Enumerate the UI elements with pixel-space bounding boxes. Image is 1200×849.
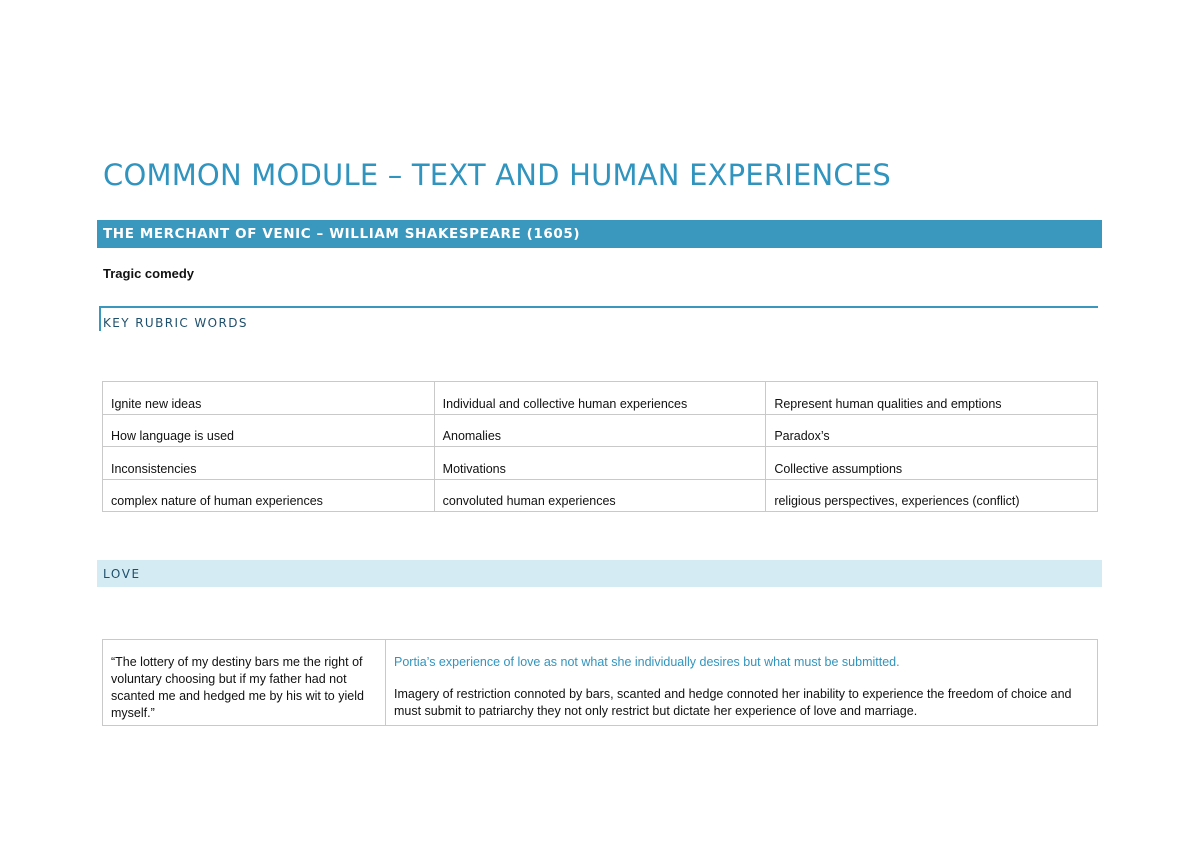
love-heading-label: LOVE — [103, 566, 141, 581]
table-cell: Represent human qualities and emptions — [766, 382, 1098, 415]
rubric-table — [102, 381, 1098, 512]
table-row — [103, 640, 1098, 726]
table-cell: How language is used — [103, 414, 435, 447]
table-row — [103, 414, 1098, 447]
table-cell: Motivations — [434, 447, 766, 480]
table-cell: Anomalies — [434, 414, 766, 447]
table-cell: convoluted human experiences — [434, 479, 766, 512]
love-analysis-lead: Portia’s experience of love as not what she individually desires but what must be submitted. — [394, 655, 900, 669]
table-cell: Collective assumptions — [766, 447, 1098, 480]
document-title: COMMON MODULE – TEXT AND HUMAN EXPERIENCES — [103, 158, 891, 192]
table-cell: Individual and collective human experiences — [434, 382, 766, 415]
table-row — [103, 479, 1098, 512]
table-cell: complex nature of human experiences — [103, 479, 435, 512]
rubric-section-heading — [99, 306, 1098, 331]
love-quote-cell: “The lottery of my destiny bars me the right of voluntary choosing but if my father had not scanted me and hedged me by his wit to yield myself.” — [103, 640, 386, 726]
table-cell: religious perspectives, experiences (conflict) — [766, 479, 1098, 512]
table-cell: Paradox’s — [766, 414, 1098, 447]
love-section-heading — [97, 560, 1102, 587]
table-row — [103, 447, 1098, 480]
love-table — [102, 639, 1098, 726]
table-row — [103, 382, 1098, 415]
love-analysis-body: Imagery of restriction connoted by bars, scanted and hedge connoted her inability to experience the freedom of choice and must submit to patriarchy they not only restrict but dictate her experience of love and marriage. — [394, 687, 1072, 718]
text-banner — [97, 220, 1102, 248]
table-cell: Ignite new ideas — [103, 382, 435, 415]
table-cell: Inconsistencies — [103, 447, 435, 480]
genre-label: Tragic comedy — [103, 266, 195, 281]
love-analysis-cell — [386, 640, 1098, 726]
text-banner-label: THE MERCHANT OF VENIC – WILLIAM SHAKESPEARE (1605) — [103, 226, 581, 242]
rubric-heading-label: KEY RUBRIC WORDS — [103, 316, 248, 330]
